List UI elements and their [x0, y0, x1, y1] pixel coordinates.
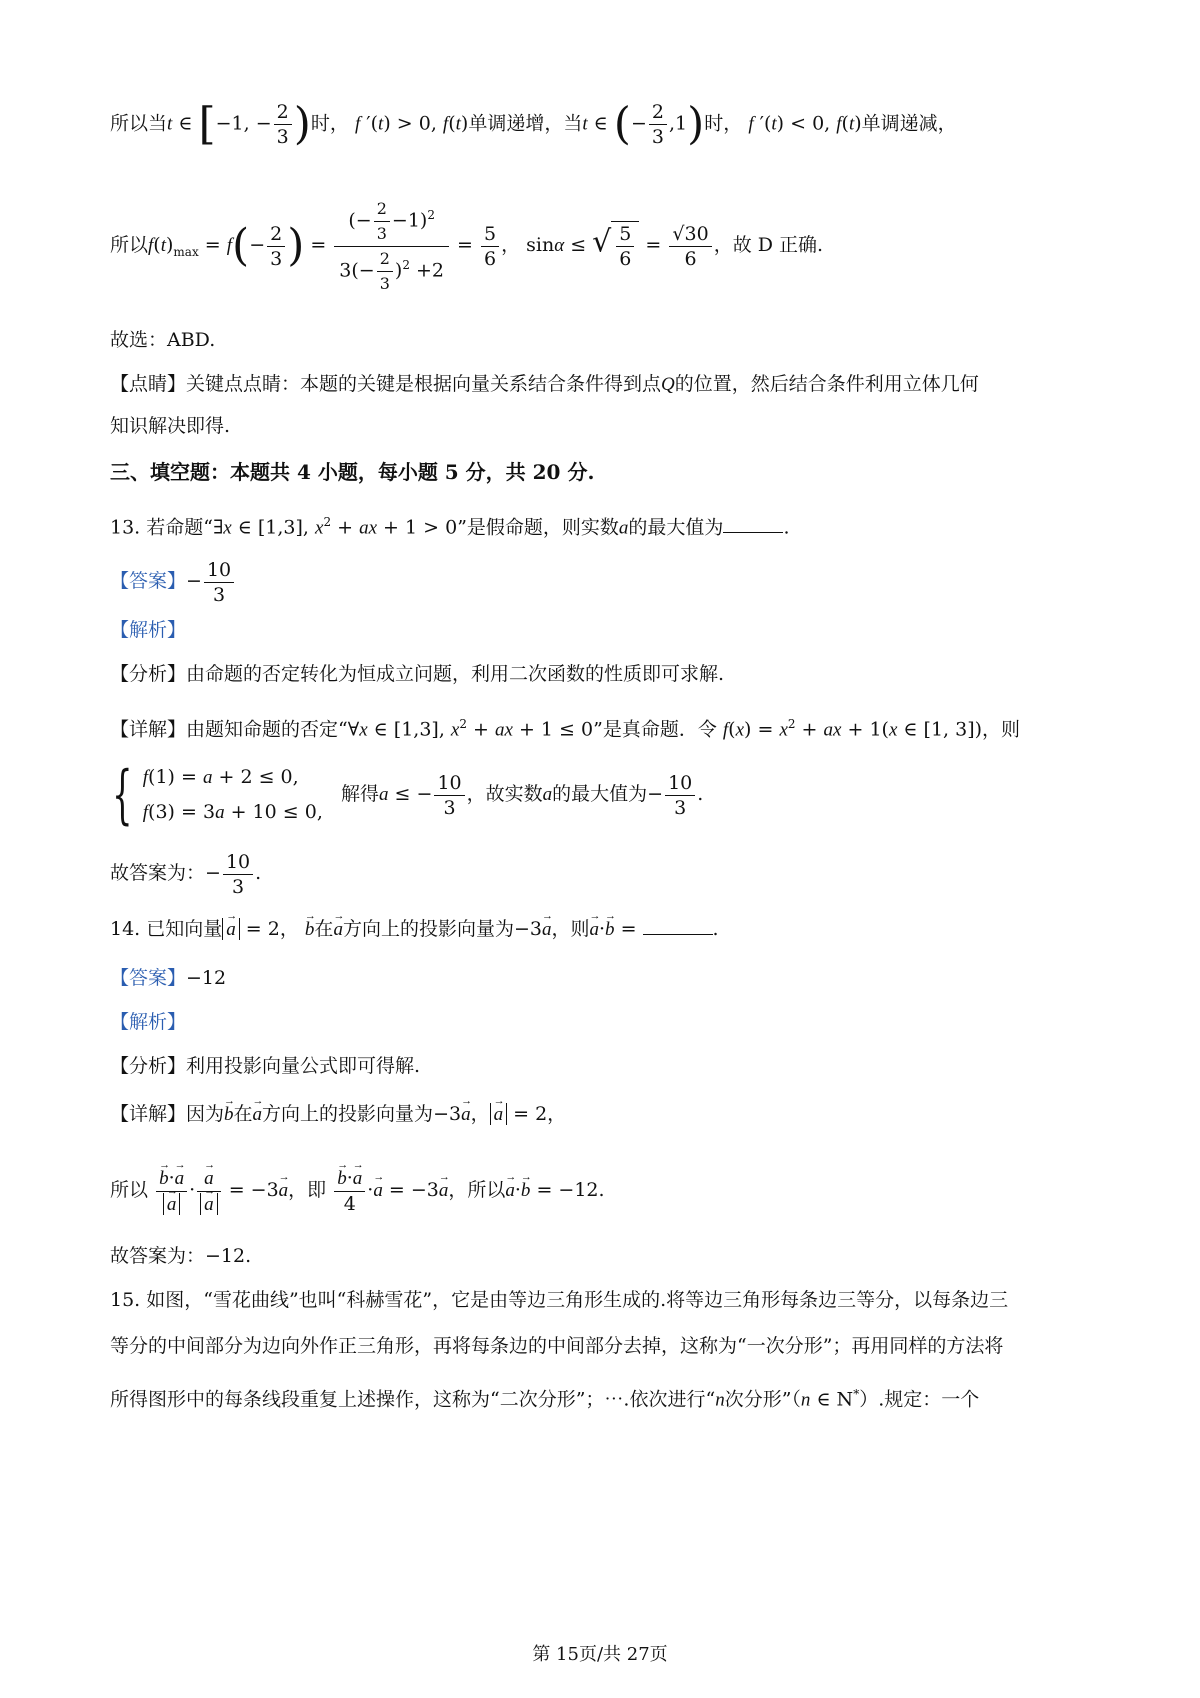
text-suffix: ，故 D 正确. — [713, 234, 824, 256]
comment-text-b: 的位置，然后结合条件利用立体几何 — [674, 373, 979, 395]
q14-answer — [110, 964, 1110, 992]
q13-question: 13. 若命题“∃x ∈ [1,3], $x^2$ + ax + 1 > 0”是假命题，则实数a的最大值为 . — [110, 508, 1110, 542]
fenxi-tag: 【分析】 — [110, 1055, 187, 1077]
section-heading: 三、填空题：本题共 4 小题，每小题 5 分，共 20 分. — [110, 460, 595, 484]
q13-suffix: 的最大值为 — [628, 516, 724, 539]
monotonic-line: 所以当t ∈ [−1, − $\frac{2}{3}$ )时， f ′(t) > 0, f(t)单调递增，当t ∈ (− $\frac{2}{3}$ ,1)时， f ′(t) < 0, f(t)单调递减， — [110, 98, 957, 150]
detail-tag: 【详解】 — [110, 718, 187, 741]
text-prefix: 所以 — [110, 234, 149, 256]
detail-a: 由题知命题的否定“ — [186, 718, 348, 741]
fenxi-text: 利用投影向量公式即可得解. — [186, 1055, 421, 1077]
q14-fenxi — [110, 1052, 1110, 1080]
q13-mid: ”是假命题，则实数 — [457, 516, 619, 539]
q13-system: { f(1) = a + 2 ≤ 0, f(3) = 3a + 10 ≤ 0, 解得a ≤ − $\frac{10}{3}$ ，故实数a的最大值为− $\frac{10}{3}$ . — [112, 758, 704, 832]
q13-fenxi — [110, 660, 1110, 688]
answer-tag: 【答案】 — [110, 570, 187, 592]
maximum-line: 所以$f(t)_{max} = f(-$ $\frac{2}{3}$ ) = (− $\frac{2}{3}$ −1)$^2$ 3(− $\frac{2}{3}$ )$^2$ +2 = $\frac{5}{6}$ ， sinα ≤ √ $\frac{5}{6}$ = $\frac{√30}{6}$ ，故 D 正确. — [110, 190, 1110, 300]
q13-analysis-tag: 【解析】 — [110, 619, 187, 641]
q14-analysis-tag: 【解析】 — [110, 1011, 187, 1033]
text-mid2: 单调递增，当 — [468, 112, 583, 135]
detail-a: 因为 — [186, 1103, 225, 1125]
text-suffix: 单调递减， — [861, 112, 957, 135]
detail-b: 在 — [233, 1103, 253, 1125]
q15-line-2: 等分的中间部分为边向外作正三角形，再将每条边的中间部分去掉，这称为“一次分形”；再用同样的方法将 — [110, 1335, 1004, 1357]
so-c: ，所以 — [448, 1179, 506, 1201]
detail-d: ， — [470, 1103, 490, 1125]
q13-end: . — [783, 516, 790, 539]
q14-mid1: ， — [279, 918, 299, 940]
answer-value: −12 — [186, 967, 227, 989]
fenxi-tag: 【分析】 — [110, 663, 187, 685]
final-prefix: 故答案为： — [110, 862, 206, 884]
q15-line3-b: 次分形”（ — [724, 1388, 801, 1411]
detail-tag: 【详解】 — [110, 1103, 187, 1125]
q14-question: 14. 已知向量→ a = 2， → b在→ a方向上的投影向量为−3→ a，则→ a·→ b = . — [110, 914, 1110, 944]
text-mid: ， — [501, 234, 521, 256]
q14-mid3: 方向上的投影向量为 — [342, 918, 514, 940]
q13-answer: 【答案】− $\frac{10}{3}$ — [110, 556, 1110, 607]
detail-c: 方向上的投影向量为 — [262, 1103, 434, 1125]
max-fraction: (− $\frac{2}{3}$ −1)$^2$ 3(− $\frac{2}{3}$ )$^2$ +2 — [334, 197, 449, 296]
solve-b: ，故实数 — [466, 783, 543, 805]
q14-mid2: 在 — [314, 918, 334, 940]
q14-so: 所以 → b·→ a → a · → a → a = −3→ a，即 → $\frac{b\cdot\to a}{4}$ ·→ a = −3→ a，所以→ a·→ b = −12. — [110, 1150, 1110, 1230]
comment-text-a: 关键点点睛：本题的关键是根据向量关系结合条件得到点 — [186, 373, 662, 395]
answer-tag: 【答案】 — [110, 967, 187, 989]
q14-final: 故答案为：−12. — [110, 1245, 252, 1267]
fenxi-text: 由命题的否定转化为恒成立问题，利用二次函数的性质即可求解. — [186, 663, 725, 685]
solve-c: 的最大值为 — [552, 783, 648, 805]
text-mid3: 时， — [704, 112, 743, 135]
text-mid1: 时， — [310, 112, 349, 135]
answer-blank — [723, 512, 783, 533]
comment-line-2: 知识解决即得. — [110, 415, 231, 437]
comment-tag: 【点睛】 — [110, 373, 187, 395]
page-footer: 第 15页/共 27页 — [532, 1644, 668, 1665]
q14-mid4: ，则 — [551, 918, 590, 940]
inequality-system: f(1) = a + 2 ≤ 0, f(3) = 3a + 10 ≤ 0, — [142, 766, 323, 823]
q13-final: 故答案为：− $\frac{10}{3}$ . — [110, 850, 262, 898]
q15-line3-c: ）.规定：一个 — [859, 1388, 980, 1411]
q15-line3-a: 所得图形中的每条线段重复上述操作，这称为“二次分形”；⋯.依次进行“ — [110, 1388, 716, 1411]
q14-prefix: 14. 已知向量 — [110, 918, 223, 940]
comment-line-1 — [110, 370, 1110, 399]
text-prefix: 所以当 — [110, 112, 168, 135]
q13-detail: 【详解】由题知命题的否定“∀x ∈ [1,3], $x^2$ + ax + 1 ≤ 0”是真命题．令 $f(x) = x^2$ + ax + 1(x ∈ [1, 3])，则 — [110, 717, 1021, 741]
detail-c: ，则 — [982, 718, 1021, 741]
q14-detail: 【详解】因为→ b在→ a方向上的投影向量为−3→ a，→ a = 2， — [110, 1100, 1110, 1129]
detail-b: ”是真命题．令 — [593, 718, 717, 741]
q15-line-3: 所得图形中的每条线段重复上述操作，这称为“二次分形”；⋯.依次进行“n次分形”（n ∈ N*）.规定：一个 — [110, 1387, 980, 1411]
so-a: 所以 — [110, 1179, 149, 1201]
choice-line: 故选：ABD. — [110, 329, 216, 351]
solve-a: 解得 — [341, 783, 380, 805]
q13-prefix: 13. 若命题“ — [110, 516, 213, 539]
q15-line-1: 15. 如图，“雪花曲线”也叫“科赫雪花”，它是由等边三角形生成的.将等边三角形每条边三等分，以每条边三 — [110, 1289, 1009, 1311]
so-b: ，即 — [288, 1179, 327, 1201]
var-a: a — [618, 517, 629, 539]
answer-blank — [643, 914, 713, 935]
point-label: Q — [661, 374, 675, 395]
